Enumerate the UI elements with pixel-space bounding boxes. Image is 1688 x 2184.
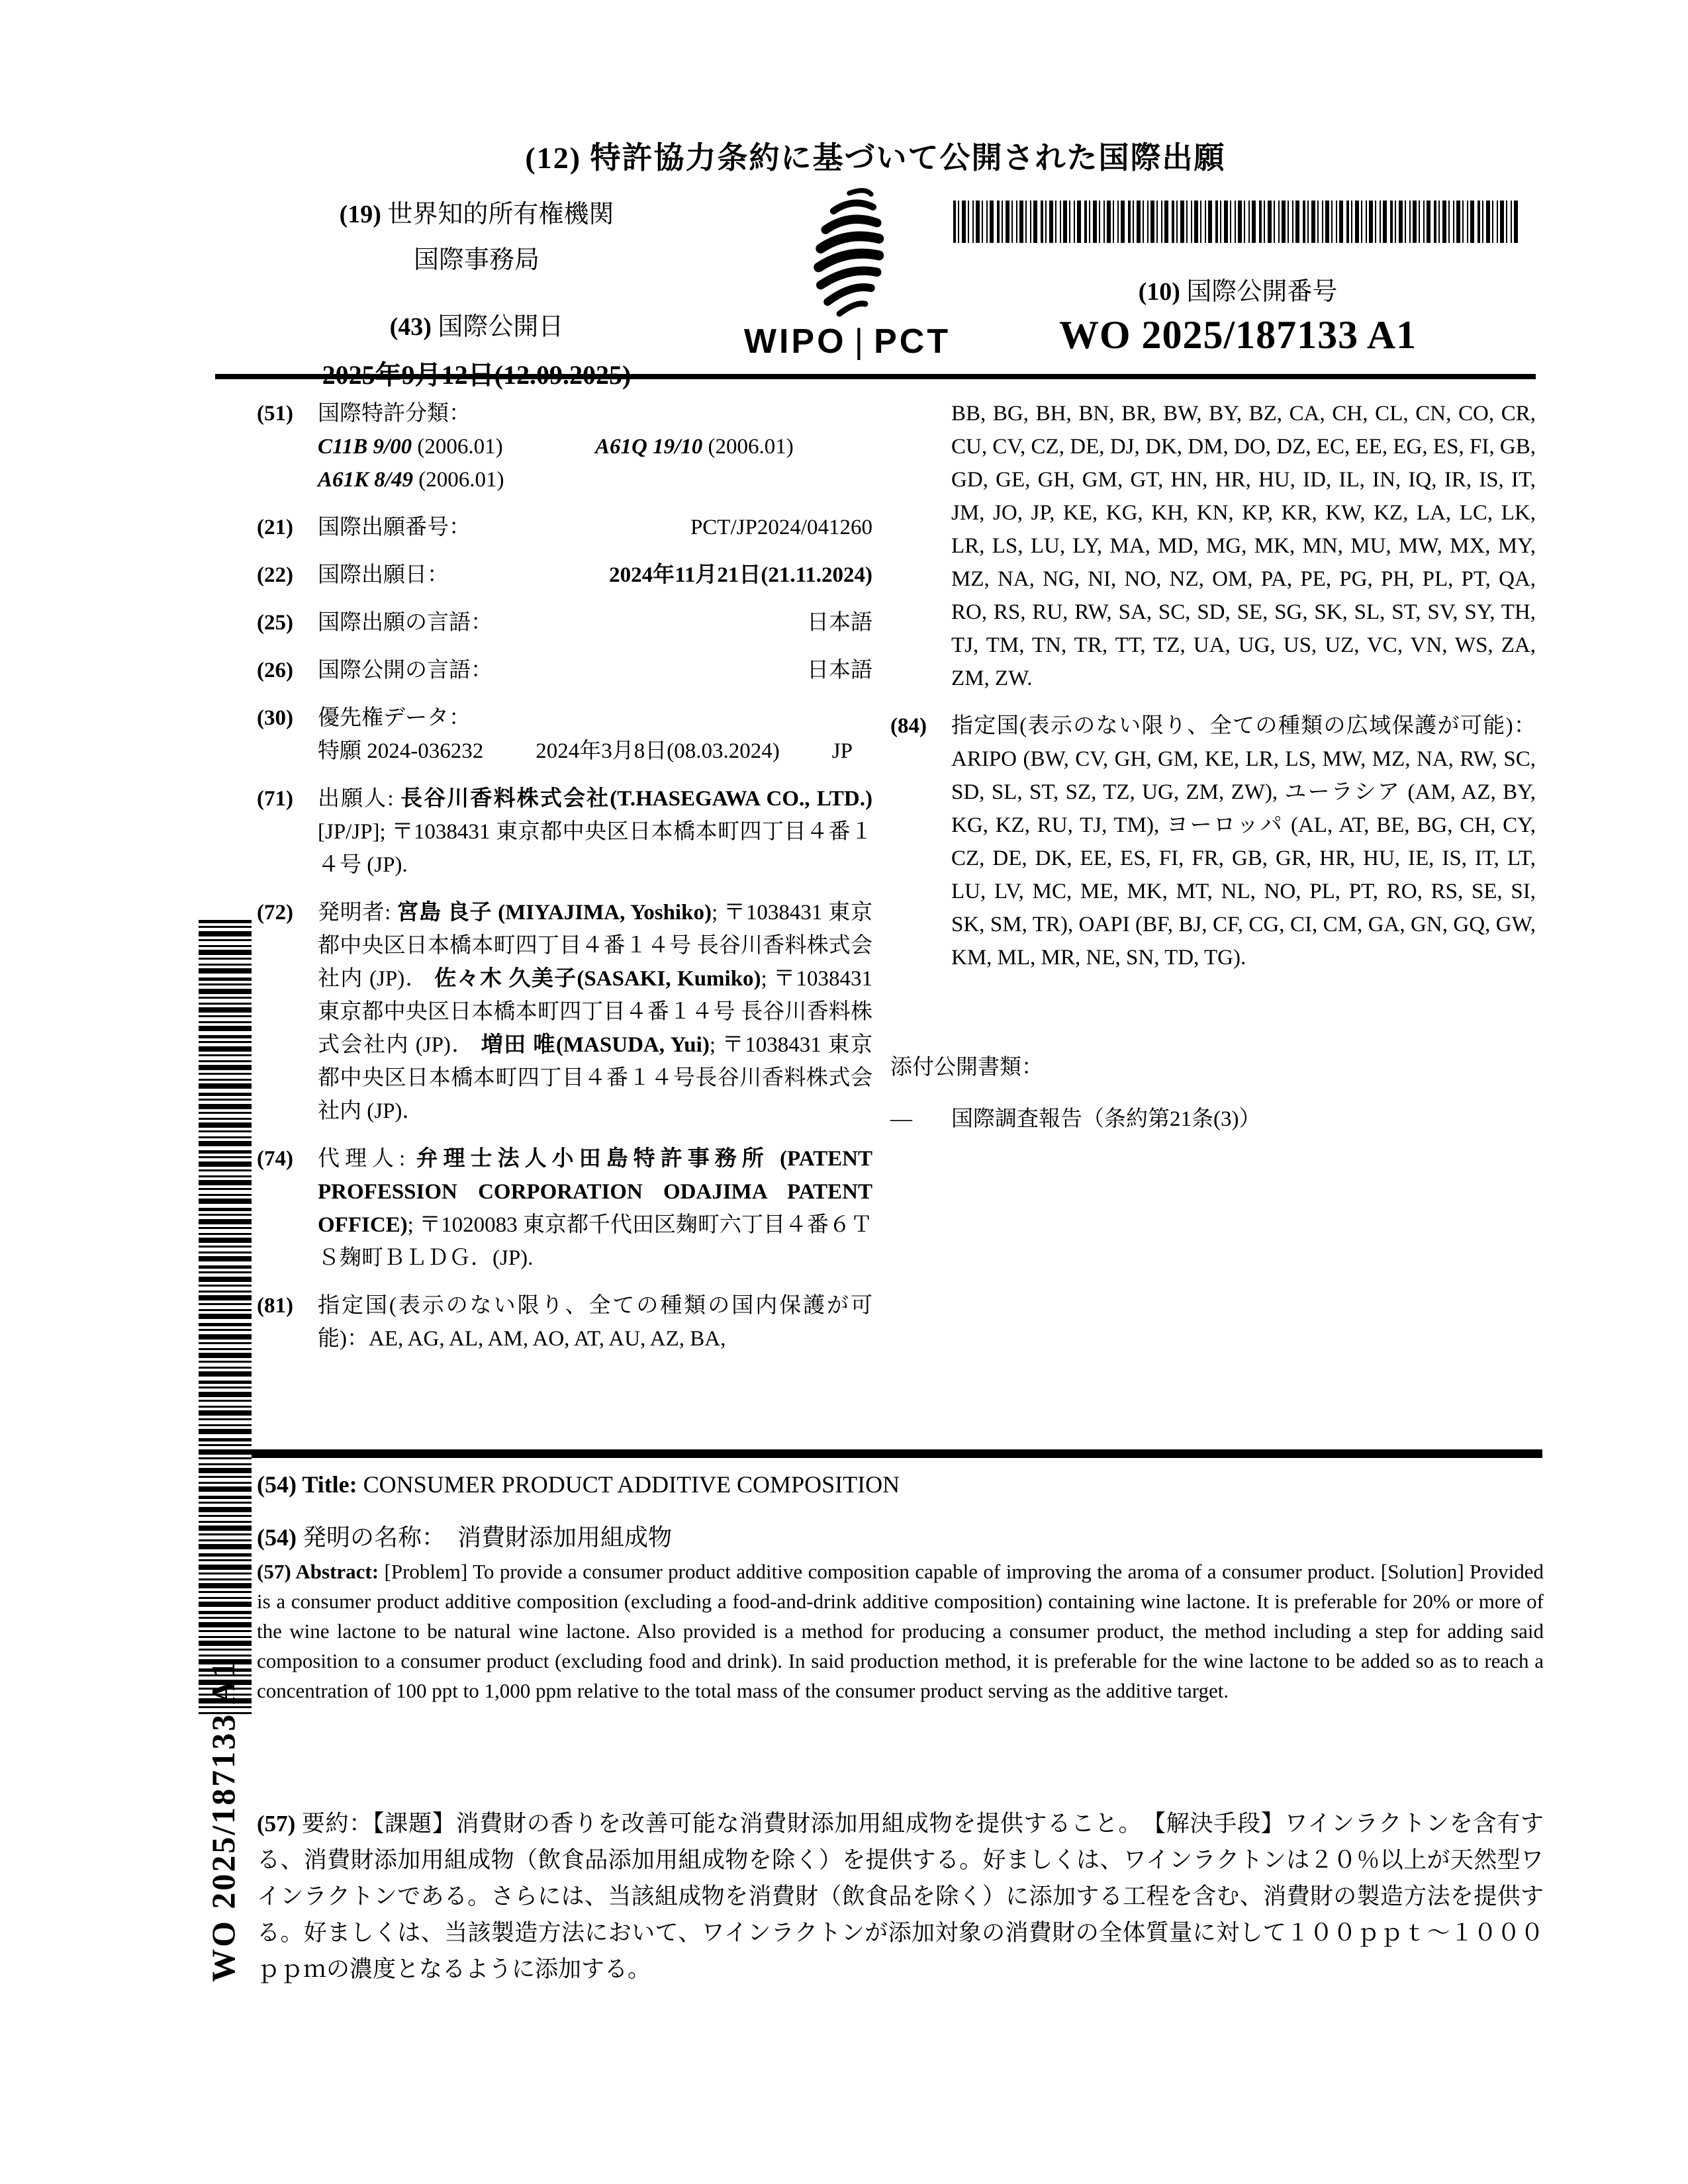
filing-language: 日本語 [807,611,872,635]
list-dash: — [890,1107,912,1131]
inid-81: (81) [257,1294,293,1318]
field-label: 国際出願日： [318,563,449,587]
pub-date [285,354,669,392]
field-label: 国際出願の言語： [318,611,492,635]
field-54-title-ja: (54) 発明の名称： 消費財添加用組成物 [257,1524,672,1551]
applicant-text: 出願人: 長谷川香料株式会社(T.HASEGAWA CO., LTD.) [JP/JP]; 〒1038431 東京都中央区日本橋本町四丁目４番１４号 (JP). [318,787,872,877]
doc-type-heading: (12) 特許協力条約に基づいて公開された国際出願 [525,141,1226,175]
ipc-class: A61Q 19/10 (2006.01) [595,435,794,459]
priority-country: JP [831,739,853,763]
wipo-text: WIPO [743,322,847,361]
field-72-inventors [257,896,872,1128]
field-51-ipc [257,397,872,496]
wipo-logo-block [738,185,957,361]
org-line [285,193,669,230]
country-codes: BB, BG, BH, BN, BR, BW, BY, BZ, CA, CH, CL, CN, CO, CR, CU, CV, CZ, DE, DJ, DK, DM, DO, DZ, EC, EE, EG, ES, FI, GB, GD, GE, GH, GM, GT, HN, HR, HU, ID, IL, IN, IQ, IR, IS, IT, JM, JO, JP, KE, KG, KH, KN, KP, KR, KW, KZ, LA, LC, LK, LR, LS, LU, LY, MA, MD, MG, MK, MN, MU, MW, MX, MY, MZ, NA, NG, NI, NO, NZ, OM, PA, PE, PG, PH, PL, PT, QA, RO, RS, RU, RW, SA, SC, SD, SE, SG, SK, SL, ST, SV, SY, TH, TJ, TM, TN, TR, TT, TZ, UA, UG, US, UZ, VC, VN, WS, ZA, ZM, ZW. [951,402,1536,690]
inid-51: (51) [257,402,293,426]
inid-30: (30) [257,706,293,730]
priority-date: 2024年3月8日(08.03.2024) [536,739,780,763]
inid-72: (72) [257,901,293,925]
field-84-regional-states [890,709,1536,974]
field-57-abstract-en: (57) Abstract: [Problem] To provide a consumer product additive composition capable of improving the aroma of a consumer product. [Solution] Provided is a consumer product additive composition (excluding a food-and-drink additive composition) containing wine lactone. It is preferable for 20% or more of the wine lactone to be natural wine lactone. Also provided is a method for producing a consumer product, the method including a step for adding said composition to a consumer product (excluding food and drink). In said production method, it is preferable for the wine lactone to be added so as to reach a concentration of 100 ppt to 1,000 ppm relative to the total mass of the consumer product serving as the additive target. [257,1560,1544,1702]
inid-84: (84) [890,714,927,738]
field-26-publication-language [257,654,872,687]
ipc-class: C11B 9/00 (2006.01) [318,435,503,459]
barcode [953,201,1520,243]
title-divider [250,1449,1542,1458]
priority-app-number: 特願 2024-036232 [318,739,484,763]
attached-documents [890,1051,1536,1136]
vertical-barcode [199,920,252,1714]
attached-document-text: 国際調査報告（条約第21条(3)） [951,1107,1261,1131]
wordmark-separator: | [854,322,867,361]
attached-document-item [890,1103,1536,1136]
agent-text: 代理人: 弁理士法人小田島特許事務所 (PATENT PROFESSION CORPORATION ODAJIMA PATENT OFFICE); 〒1020083 東京都千代田区麹町六丁目４番６ＴＳ麹町ＢＬＤＧ．(JP). [318,1147,873,1270]
attached-documents-label: 添付公開書類： [890,1056,1043,1079]
header-divider [215,374,1536,379]
pub-no-label: 国際公開番号 [1186,278,1338,306]
header-right-block [953,201,1523,358]
inid-71: (71) [257,787,293,811]
bibliographic-right-column [890,397,1536,1136]
pct-text: PCT [874,322,951,361]
field-57-abstract-ja: (57) 要約：【課題】消費財の香りを改善可能な消費財添加用組成物を提供すること。 【解決手段】ワインラクトンを含有する、消費財添加用組成物（飲食品添加用組成物を除く）を提供する。好ましくは、ワインラクトンは２０％以上が天然型ワインラクトンである。さらには、当該組成物を消費財（飲食品を除く）に添加する工程を含む、消費財の製造方法を提供する。好ましくは、当該製造方法において、ワインラクトンが添加対象の消費財の全体質量に対して１００ｐｐｔ～１０００ｐｐｍの濃度となるように添加する。 [257,1811,1544,1982]
ipc-heading: 国際特許分類： [318,402,471,426]
field-25-filing-language [257,606,872,639]
filing-date: 2024年11月21日(21.11.2024) [609,563,872,587]
inid-10: (10) [1138,278,1187,306]
application-number: PCT/JP2024/041260 [690,516,872,539]
ipc-class: A61K 8/49 (2006.01) [318,468,504,492]
publication-language: 日本語 [807,659,872,682]
inid-22: (22) [257,563,293,587]
designated-states-continuation [890,397,1536,695]
field-label: 国際出願番号： [318,516,471,539]
inid-25: (25) [257,611,293,635]
field-22-filing-date [257,559,872,592]
field-30-priority-data [257,702,872,768]
vertical-publication-number: WO 2025/187133 A1 [205,1659,242,1982]
inid-21: (21) [257,516,293,539]
field-21-application-number [257,511,872,544]
field-74-agent [257,1142,872,1275]
header-left-block [285,193,669,392]
field-71-applicant [257,782,872,882]
inid-26: (26) [257,659,293,682]
wipo-pct-wordmark [738,322,957,361]
pub-date-label-line [285,306,669,342]
org-name: 世界知的所有権機関 [387,201,614,228]
inid-19: (19) [339,201,388,228]
org-sub: 国際事務局 [413,246,539,274]
designated-states-text: 指定国(表示のない限り、全ての種類の国内保護が可能)：AE, AG, AL, AM, AO, AT, AU, AZ, BA, [318,1294,872,1351]
pub-no-label-line [953,271,1523,307]
wipo-swirl-icon [788,185,907,318]
regional-states-text: 指定国(表示のない限り、全ての種類の広域保護が可能)：ARIPO (BW, CV, GH, GM, KE, LR, LS, MW, MZ, NA, RW, SC, SD, SL, ST, SZ, TZ, UG, ZM, ZW), ユーラシア (AM, AZ, BY, KG, KZ, RU, TJ, TM), ヨーロッパ (AL, AT, BE, BG, CH, CY, CZ, DE, DK, EE, ES, FI, FR, GB, GR, HR, HU, IE, IS, IT, LT, LU, LV, MC, ME, MK, MT, NL, NO, PL, PT, RO, RS, SE, SI, SK, SM, TR), OAPI (BF, BJ, CF, CG, CI, CM, GA, GN, GQ, GW, KM, ML, MR, NE, SN, TD, TG). [951,714,1536,970]
inid-74: (74) [257,1147,293,1171]
ipc-classes [318,430,872,496]
bibliographic-left-column [257,397,872,1370]
inid-43: (43) [389,313,438,341]
priority-label: 優先権データ： [318,706,471,730]
field-81-designated-states [257,1289,872,1355]
field-label: 国際公開の言語： [318,659,492,682]
publication-number: WO 2025/187133 A1 [1058,313,1417,357]
field-54-title-en: (54) Title: CONSUMER PRODUCT ADDITIVE COMPOSITION [257,1471,900,1498]
pub-date-label: 国際公開日 [438,313,564,341]
priority-entry [318,735,872,768]
inventors-text: 発明者: 宮島 良子 (MIYAJIMA, Yoshiko); 〒1038431 東京都中央区日本橋本町四丁目４番１４号 長谷川香料株式会社内 (JP)． 佐々木 久美子(SASAKI, Kumiko); 〒1038431 東京都中央区日本橋本町四丁目４番１４号 長谷川香料株式会社内 (JP)． 増田 唯(MASUDA, Yui); 〒1038431 東京都中央区日本橋本町四丁目４番１４号長谷川香料株式会社内 (JP)． [318,901,873,1123]
